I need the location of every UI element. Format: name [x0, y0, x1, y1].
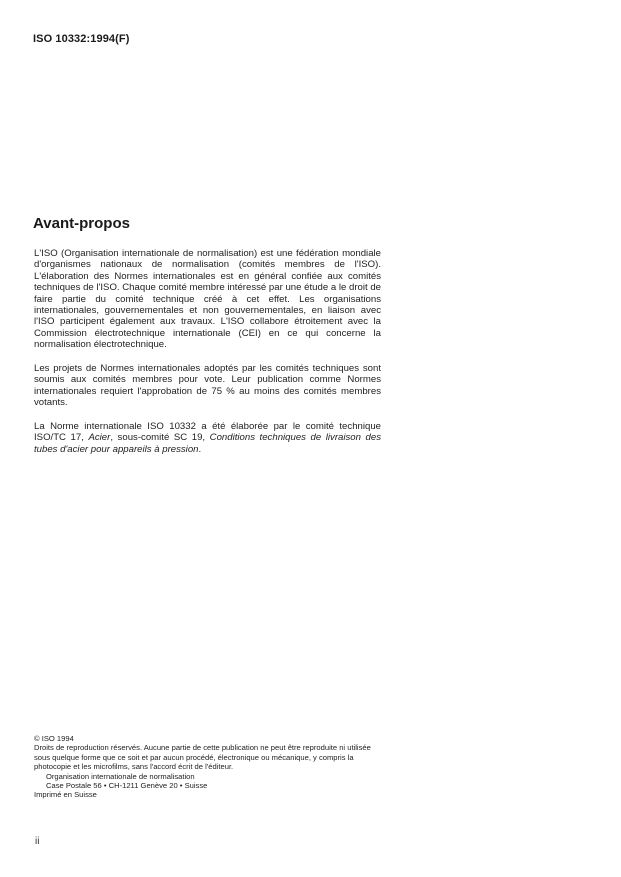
- foreword-paragraph-3: [34, 421, 381, 455]
- document-id: ISO 10332:1994(F): [33, 33, 130, 45]
- postal-address: Case Postale 56 • CH-1211 Genève 20 • Suisse: [46, 781, 208, 791]
- printed-in: Imprimé en Suisse: [34, 790, 97, 800]
- foreword-paragraph-1: L'ISO (Organisation internationale de normalisation) est une fédération mondiale d'organismes nationaux de normalisation (comités membres de l'ISO). L'élaboration des Normes internationales est en général confiée aux comités techniques de l'ISO. Chaque comité membre intéressé par une étude a le droit de faire partie du comité technique créé à cet effet. Les organisations internationales, gouvernementales et non gouvernementales, en liaison avec l'ISO participent également aux travaux. L'ISO collabore étroitement avec la Commission électrotechnique internationale (CEI) en ce qui concerne la normalisation électrotechnique.: [34, 248, 381, 351]
- italic-committee-name: Acier: [88, 432, 111, 444]
- copyright-notice: © ISO 1994: [34, 734, 74, 743]
- rights-statement: Droits de reproduction réservés. Aucune partie de cette publication ne peut être reproduite ni utilisée sous quelque forme que ce soit et par aucun procédé, électronique ou mécanique, y compris la photocopie et les microfilms, sans l'accord écrit de l'éditeur.: [34, 743, 371, 772]
- paragraph-text: .: [198, 443, 202, 455]
- section-title: Avant-propos: [33, 215, 130, 232]
- foreword-paragraph-2: Les projets de Normes internationales adoptés par les comités techniques sont soumis aux comités membres pour vote. Leur publication comme Normes internationales requiert l'approbation de 75 % au moins des comités membres votants.: [34, 363, 381, 409]
- paragraph-text: La Norme internationale ISO 10332 a été élaborée par le comité technique ISO/TC 17,: [34, 421, 381, 444]
- copyright-block: [34, 734, 382, 800]
- page-number: ii: [35, 836, 40, 847]
- italic-subcommittee-name: Conditions techniques de livraison des tubes d'acier pour appareils à pression: [34, 432, 381, 455]
- paragraph-text: , sous-comité SC 19,: [110, 432, 210, 444]
- organisation-name: Organisation internationale de normalisation: [46, 771, 195, 781]
